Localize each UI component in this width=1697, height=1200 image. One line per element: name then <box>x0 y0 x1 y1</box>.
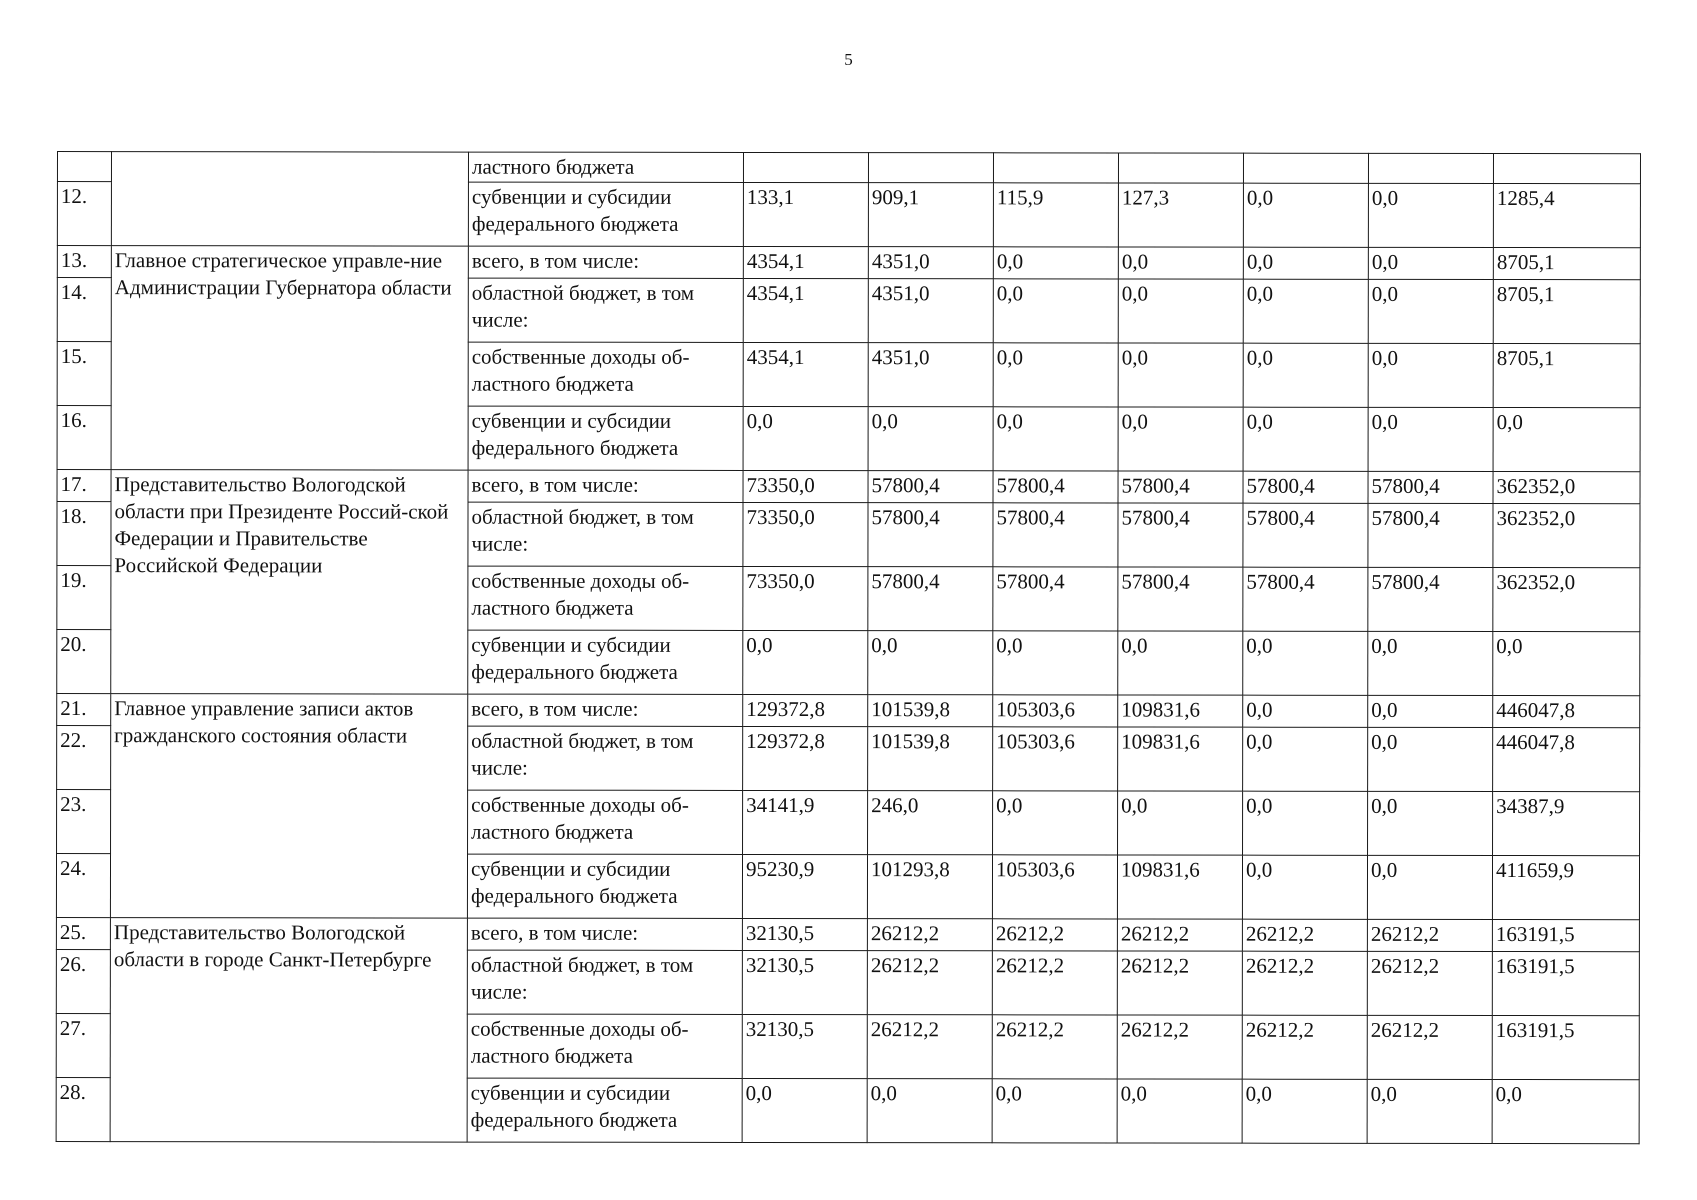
funding-type-cell: собственные доходы об-ластного бюджета <box>467 1014 742 1078</box>
funding-type-cell: всего, в том числе: <box>468 694 743 726</box>
funding-type-cell: субвенции и субсидии федерального бюджета <box>468 630 743 694</box>
year-value-cell: 26212,2 <box>1242 1015 1367 1079</box>
year-value-cell: 0,0 <box>1368 343 1493 407</box>
year-value-cell: 57800,4 <box>868 503 993 567</box>
total-value-cell <box>1493 154 1640 184</box>
year-value-cell: 0,0 <box>868 631 993 695</box>
year-value-cell: 26212,2 <box>992 1015 1117 1079</box>
year-value-cell: 0,0 <box>1118 791 1243 855</box>
year-value-cell: 0,0 <box>1368 727 1493 791</box>
year-value-cell: 26212,2 <box>1242 919 1367 951</box>
year-value-cell <box>868 153 993 183</box>
table-row <box>57 152 1640 184</box>
year-value-cell: 26212,2 <box>1117 919 1242 951</box>
funding-type-cell: субвенции и субсидии федерального бюджета <box>467 1078 742 1142</box>
year-value-cell: 0,0 <box>743 406 868 470</box>
year-value-cell: 101539,8 <box>868 695 993 727</box>
year-value-cell: 0,0 <box>1243 183 1368 247</box>
total-value-cell: 362352,0 <box>1493 504 1640 568</box>
year-value-cell: 34141,9 <box>743 790 868 854</box>
year-value-cell: 0,0 <box>1243 343 1368 407</box>
year-value-cell: 0,0 <box>1243 791 1368 855</box>
year-value-cell: 0,0 <box>993 343 1118 407</box>
year-value-cell: 0,0 <box>1368 695 1493 727</box>
year-value-cell: 0,0 <box>1118 343 1243 407</box>
year-value-cell: 26212,2 <box>867 1015 992 1079</box>
funding-type-cell: всего, в том числе: <box>468 246 743 278</box>
year-value-cell: 0,0 <box>1368 279 1493 343</box>
total-value-cell: 362352,0 <box>1493 472 1640 504</box>
row-number-cell: 12. <box>57 182 111 246</box>
page-number: 5 <box>844 50 853 69</box>
year-value-cell: 0,0 <box>1243 247 1368 279</box>
year-value-cell: 0,0 <box>1243 695 1368 727</box>
year-value-cell: 0,0 <box>1243 407 1368 471</box>
row-number-cell: 27. <box>56 1013 110 1077</box>
table-row <box>57 694 1640 728</box>
year-value-cell: 57800,4 <box>868 567 993 631</box>
year-value-cell: 246,0 <box>868 791 993 855</box>
total-value-cell: 446047,8 <box>1493 696 1640 728</box>
year-value-cell: 0,0 <box>868 407 993 471</box>
total-value-cell: 163191,5 <box>1492 1016 1639 1080</box>
table-row <box>57 470 1640 504</box>
year-value-cell: 26212,2 <box>1117 951 1242 1015</box>
year-value-cell: 0,0 <box>1368 791 1493 855</box>
year-value-cell: 57800,4 <box>993 567 1118 631</box>
funding-type-cell: собственные доходы об-ластного бюджета <box>468 790 743 854</box>
total-value-cell: 411659,9 <box>1492 856 1639 920</box>
total-value-cell: 1285,4 <box>1493 184 1640 248</box>
year-value-cell <box>743 152 868 182</box>
year-value-cell: 0,0 <box>1118 407 1243 471</box>
year-value-cell: 4354,1 <box>743 278 868 342</box>
organization-cell: Представительство Вологодской области при Президенте Россий-ской Федерации и Правительстве Российской Федерации <box>111 470 468 694</box>
year-value-cell <box>1368 153 1493 183</box>
row-number-cell: 13. <box>57 246 111 278</box>
funding-type-cell: собственные доходы об-ластного бюджета <box>468 342 743 406</box>
row-number-cell: 19. <box>57 566 111 630</box>
table-row <box>57 246 1640 280</box>
year-value-cell: 57800,4 <box>1368 567 1493 631</box>
funding-type-cell: субвенции и субсидии федерального бюджета <box>467 854 742 918</box>
funding-type-cell: областной бюджет, в том числе: <box>468 278 743 342</box>
funding-type-cell: областной бюджет, в том числе: <box>468 726 743 790</box>
year-value-cell: 32130,5 <box>742 950 867 1014</box>
table-row <box>56 917 1639 951</box>
total-value-cell: 0,0 <box>1493 408 1640 472</box>
row-number-cell: 22. <box>57 726 111 790</box>
year-value-cell: 0,0 <box>867 1079 992 1143</box>
year-value-cell <box>1243 153 1368 183</box>
year-value-cell: 4354,1 <box>743 246 868 278</box>
table-body <box>56 152 1640 1144</box>
year-value-cell: 0,0 <box>1368 247 1493 279</box>
year-value-cell: 129372,8 <box>743 694 868 726</box>
year-value-cell: 26212,2 <box>992 919 1117 951</box>
funding-type-cell: субвенции и субсидии федерального бюджета <box>468 406 743 470</box>
year-value-cell: 0,0 <box>1367 1079 1492 1143</box>
year-value-cell: 26212,2 <box>1367 919 1492 951</box>
year-value-cell: 57800,4 <box>1368 471 1493 503</box>
year-value-cell <box>1118 153 1243 183</box>
year-value-cell: 26212,2 <box>1117 1015 1242 1079</box>
row-number-cell: 26. <box>56 949 110 1013</box>
year-value-cell: 57800,4 <box>1118 503 1243 567</box>
year-value-cell: 0,0 <box>1367 855 1492 919</box>
year-value-cell: 127,3 <box>1118 183 1243 247</box>
year-value-cell: 133,1 <box>743 182 868 246</box>
year-value-cell: 57800,4 <box>1243 503 1368 567</box>
year-value-cell: 0,0 <box>1117 1079 1242 1143</box>
funding-type-cell: собственные доходы об-ластного бюджета <box>468 566 743 630</box>
year-value-cell: 0,0 <box>743 630 868 694</box>
total-value-cell: 362352,0 <box>1493 568 1640 632</box>
year-value-cell: 95230,9 <box>742 854 867 918</box>
row-number-cell: 21. <box>57 694 111 726</box>
year-value-cell: 26212,2 <box>867 919 992 951</box>
year-value-cell: 32130,5 <box>742 918 867 950</box>
total-value-cell: 446047,8 <box>1493 728 1640 792</box>
organization-cell: Главное стратегическое управле-ние Администрации Губернатора области <box>111 246 468 470</box>
year-value-cell: 0,0 <box>1368 631 1493 695</box>
row-number-cell <box>57 152 111 182</box>
year-value-cell: 57800,4 <box>1368 503 1493 567</box>
year-value-cell: 73350,0 <box>743 502 868 566</box>
year-value-cell: 105303,6 <box>992 855 1117 919</box>
year-value-cell: 109831,6 <box>1118 695 1243 727</box>
year-value-cell: 57800,4 <box>1118 471 1243 503</box>
year-value-cell: 0,0 <box>1242 855 1367 919</box>
year-value-cell: 57800,4 <box>993 503 1118 567</box>
year-value-cell: 0,0 <box>1118 247 1243 279</box>
organization-cell <box>111 152 468 246</box>
year-value-cell: 0,0 <box>1243 279 1368 343</box>
year-value-cell: 0,0 <box>993 247 1118 279</box>
budget-table <box>56 151 1641 1144</box>
year-value-cell: 109831,6 <box>1117 855 1242 919</box>
total-value-cell: 8705,1 <box>1493 280 1640 344</box>
year-value-cell <box>993 153 1118 183</box>
year-value-cell: 4354,1 <box>743 342 868 406</box>
year-value-cell: 26212,2 <box>1367 951 1492 1015</box>
total-value-cell: 163191,5 <box>1492 920 1639 952</box>
year-value-cell: 26212,2 <box>867 951 992 1015</box>
funding-type-cell: областной бюджет, в том числе: <box>468 502 743 566</box>
organization-cell: Главное управление записи актов гражданского состояния области <box>110 694 467 918</box>
total-value-cell: 0,0 <box>1492 1080 1639 1144</box>
year-value-cell: 4351,0 <box>868 279 993 343</box>
year-value-cell: 105303,6 <box>993 727 1118 791</box>
row-number-cell: 20. <box>57 630 111 694</box>
row-number-cell: 14. <box>57 278 111 342</box>
year-value-cell: 109831,6 <box>1118 727 1243 791</box>
organization-cell: Представительство Вологодской области в городе Санкт-Петербурге <box>110 918 467 1142</box>
row-number-cell: 17. <box>57 470 111 502</box>
total-value-cell: 163191,5 <box>1492 952 1639 1016</box>
year-value-cell: 105303,6 <box>993 695 1118 727</box>
year-value-cell: 57800,4 <box>1243 471 1368 503</box>
year-value-cell: 0,0 <box>1242 1079 1367 1143</box>
year-value-cell: 101539,8 <box>868 727 993 791</box>
year-value-cell: 0,0 <box>1243 727 1368 791</box>
year-value-cell: 32130,5 <box>742 1014 867 1078</box>
year-value-cell: 0,0 <box>993 791 1118 855</box>
row-number-cell: 28. <box>56 1077 110 1141</box>
row-number-cell: 24. <box>56 854 110 918</box>
year-value-cell: 909,1 <box>868 183 993 247</box>
year-value-cell: 0,0 <box>1118 631 1243 695</box>
year-value-cell: 129372,8 <box>743 726 868 790</box>
year-value-cell: 4351,0 <box>868 247 993 279</box>
total-value-cell: 8705,1 <box>1493 344 1640 408</box>
year-value-cell: 57800,4 <box>868 471 993 503</box>
year-value-cell: 0,0 <box>1118 279 1243 343</box>
year-value-cell: 0,0 <box>742 1078 867 1142</box>
year-value-cell: 57800,4 <box>993 471 1118 503</box>
year-value-cell: 115,9 <box>993 183 1118 247</box>
year-value-cell: 4351,0 <box>868 343 993 407</box>
funding-type-cell: ластного бюджета <box>468 152 743 182</box>
year-value-cell: 0,0 <box>993 407 1118 471</box>
year-value-cell: 73350,0 <box>743 566 868 630</box>
total-value-cell: 34387,9 <box>1493 792 1640 856</box>
year-value-cell: 0,0 <box>1368 183 1493 247</box>
year-value-cell: 57800,4 <box>1243 567 1368 631</box>
year-value-cell: 0,0 <box>992 1079 1117 1143</box>
year-value-cell: 26212,2 <box>1367 1015 1492 1079</box>
row-number-cell: 16. <box>57 406 111 470</box>
total-value-cell: 8705,1 <box>1493 248 1640 280</box>
funding-type-cell: всего, в том числе: <box>467 918 742 950</box>
year-value-cell: 0,0 <box>993 279 1118 343</box>
row-number-cell: 15. <box>57 342 111 406</box>
year-value-cell: 26212,2 <box>1242 951 1367 1015</box>
row-number-cell: 18. <box>57 502 111 566</box>
year-value-cell: 73350,0 <box>743 470 868 502</box>
year-value-cell: 0,0 <box>993 631 1118 695</box>
row-number-cell: 23. <box>57 790 111 854</box>
year-value-cell: 26212,2 <box>992 951 1117 1015</box>
funding-type-cell: всего, в том числе: <box>468 470 743 502</box>
year-value-cell: 57800,4 <box>1118 567 1243 631</box>
row-number-cell: 25. <box>56 917 110 949</box>
year-value-cell: 0,0 <box>1368 407 1493 471</box>
funding-type-cell: субвенции и субсидии федерального бюджета <box>468 182 743 246</box>
year-value-cell: 101293,8 <box>867 855 992 919</box>
funding-type-cell: областной бюджет, в том числе: <box>467 950 742 1014</box>
total-value-cell: 0,0 <box>1493 632 1640 696</box>
year-value-cell: 0,0 <box>1243 631 1368 695</box>
